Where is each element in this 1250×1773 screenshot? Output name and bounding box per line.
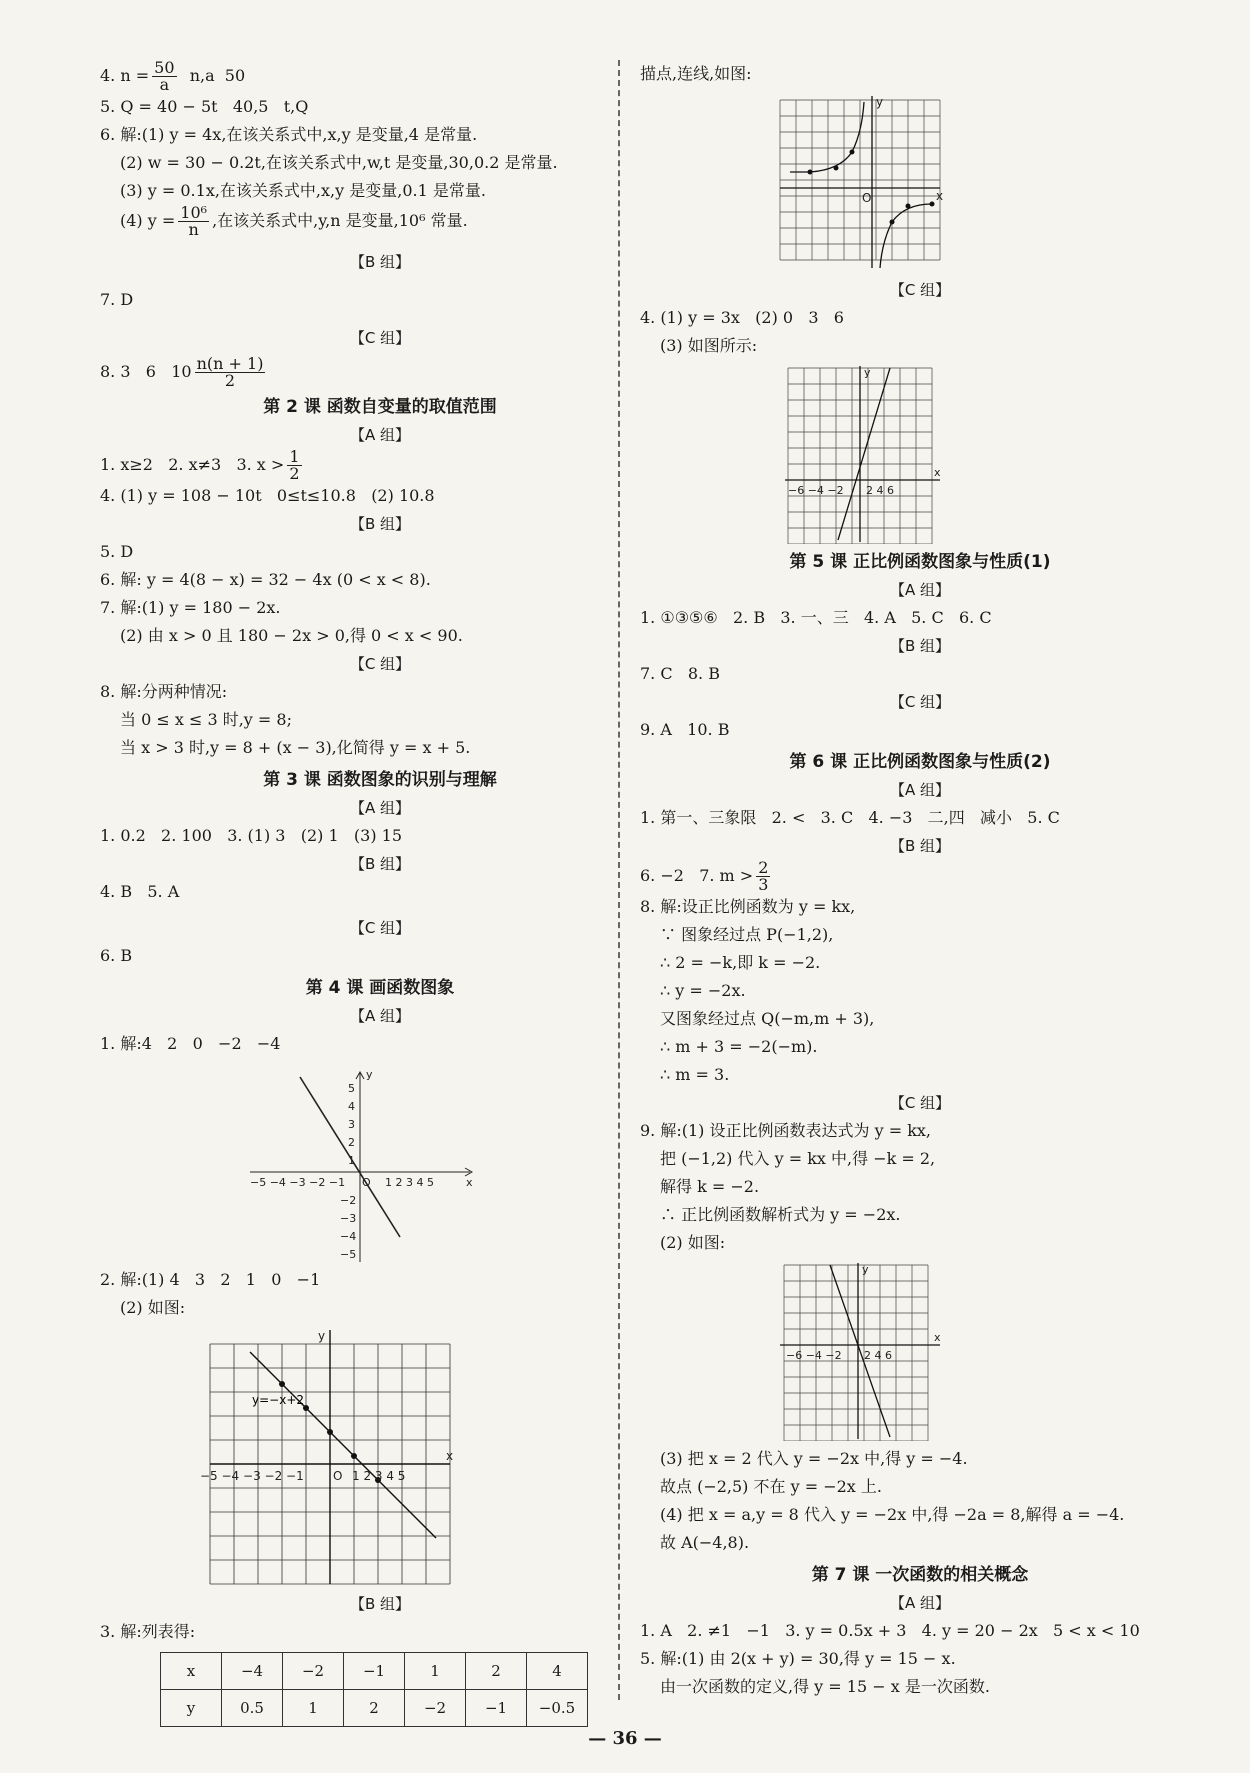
answer-line: 7. D: [100, 290, 134, 309]
group-label: 【A 组】: [889, 1594, 951, 1612]
group-label: 【B 组】: [349, 1595, 411, 1613]
answer-line: ∴ m + 3 = −2(−m).: [660, 1037, 818, 1056]
answer-line: 2. 解:(1) 4 3 2 1 0 −1: [100, 1270, 321, 1289]
answer-line: 1. A 2. ≠1 −1 3. y = 0.5x + 3 4. y = 20 − 2x 5 < x < 10: [640, 1621, 1140, 1640]
svg-text:y: y: [366, 1068, 373, 1081]
answer-line: 1. 第一、三象限 2. < 3. C 4. −3 二,四 减小 5. C: [640, 808, 1060, 827]
group-label: 【C 组】: [889, 281, 951, 299]
answer-line: 6. 解:(1) y = 4x,在该关系式中,x,y 是变量,4 是常量.: [100, 125, 478, 144]
group-label: 【C 组】: [349, 655, 411, 673]
answer-line: 当 0 ≤ x ≤ 3 时,y = 8;: [120, 710, 292, 729]
svg-text:−6 −4 −2: −6 −4 −2: [788, 484, 844, 497]
answer-line: (2) 由 x > 0 且 180 − 2x > 0,得 0 < x < 90.: [120, 626, 463, 645]
svg-text:x: x: [936, 189, 944, 203]
svg-text:−5 −4 −3 −2 −1: −5 −4 −3 −2 −1: [250, 1176, 346, 1189]
group-label: 【B 组】: [889, 837, 951, 855]
answer-line: 5. D: [100, 542, 134, 561]
answer-line: 4. (1) y = 3x (2) 0 3 6: [640, 308, 844, 327]
table-cell: −1: [466, 1690, 527, 1727]
svg-text:2: 2: [348, 1136, 355, 1149]
group-label: 【A 组】: [349, 1007, 411, 1025]
table-header: x: [161, 1653, 222, 1690]
group-label: 【C 组】: [349, 919, 411, 937]
answer-line: (3) 把 x = 2 代入 y = −2x 中,得 y = −4.: [660, 1449, 968, 1468]
group-label: 【C 组】: [889, 693, 951, 711]
svg-text:5: 5: [348, 1082, 355, 1095]
svg-text:O: O: [362, 1176, 371, 1189]
answer-line: (4) 把 x = a,y = 8 代入 y = −2x 中,得 −2a = 8,解得 a = −4.: [660, 1505, 1125, 1524]
svg-text:y: y: [318, 1329, 326, 1343]
answer-line: (2) 如图:: [120, 1298, 186, 1317]
group-label: 【A 组】: [889, 781, 951, 799]
answer-line: 解得 k = −2.: [660, 1177, 760, 1196]
answer-line: 5. Q = 40 − 5t 40,5 t,Q: [100, 97, 309, 116]
answer-line: ∴ m = 3.: [660, 1065, 730, 1084]
answer-line: 8. 3 6 10 $\frac{n(n + 1)}{2}$: [100, 354, 264, 390]
svg-text:−4: −4: [340, 1230, 357, 1243]
group-label: 【C 组】: [349, 329, 411, 347]
answer-line: 4. B 5. A: [100, 882, 180, 901]
lesson-title: 第 5 课 正比例函数图象与性质(1): [789, 552, 1051, 572]
graph-line-1: [100, 1062, 660, 1262]
answer-line: 当 x > 3 时,y = 8 + (x − 3),化简得 y = x + 5.: [120, 738, 471, 757]
answer-line: 8. 解:设正比例函数为 y = kx,: [640, 897, 856, 916]
answer-line: (3) 如图所示:: [660, 336, 758, 355]
svg-text:3: 3: [348, 1118, 355, 1131]
answer-line: ∴ 2 = −k,即 k = −2.: [660, 953, 821, 972]
answer-line: 1. 0.2 2. 100 3. (1) 3 (2) 1 (3) 15: [100, 826, 403, 845]
table-cell: 1: [405, 1653, 466, 1690]
answer-line: 1. 解:4 2 0 −2 −4: [100, 1034, 281, 1053]
fraction: $\frac{n(n + 1)}{2}$: [196, 354, 264, 390]
table-cell: 0.5: [222, 1690, 283, 1727]
svg-text:−5 −4 −3 −2 −1: −5 −4 −3 −2 −1: [200, 1469, 304, 1483]
lesson-title: 第 2 课 函数自变量的取值范围: [263, 397, 497, 417]
page-number: — 36 —: [588, 1728, 662, 1749]
svg-text:x: x: [446, 1449, 454, 1463]
graph-hyperbola: [640, 92, 1200, 272]
svg-text:1 2 3 4 5: 1 2 3 4 5: [352, 1469, 406, 1483]
answer-line: ∵ 图象经过点 P(−1,2),: [660, 925, 834, 944]
table-cell: 2: [466, 1653, 527, 1690]
answer-line: ∴ y = −2x.: [660, 981, 746, 1000]
graph-line-3x: [640, 364, 1200, 544]
answer-line: 9. 解:(1) 设正比例函数表达式为 y = kx,: [640, 1121, 932, 1140]
svg-text:2 4 6: 2 4 6: [866, 484, 894, 497]
answer-line: 1. x≥2 2. x≠3 3. x > $\frac{1}{2}$: [100, 447, 300, 483]
svg-text:2 4 6: 2 4 6: [864, 1349, 892, 1362]
svg-text:y: y: [876, 95, 884, 109]
answer-line: (4) y = $\frac{\text{10⁶}}{n}$ ,在该关系式中,y,n 是变量,10⁶ 常量.: [120, 203, 468, 239]
group-label: 【A 组】: [349, 799, 411, 817]
answer-line: 4. (1) y = 108 − 10t 0≤t≤10.8 (2) 10.8: [100, 486, 435, 505]
fraction: $\frac{1}{2}$: [289, 447, 300, 483]
svg-text:−3: −3: [340, 1212, 357, 1225]
svg-text:1 2 3 4 5: 1 2 3 4 5: [385, 1176, 434, 1189]
answer-line: 6. B: [100, 946, 133, 965]
answer-line: 5. 解:(1) 由 2(x + y) = 30,得 y = 15 − x.: [640, 1649, 956, 1668]
table-cell: −2: [405, 1690, 466, 1727]
group-label: 【A 组】: [889, 581, 951, 599]
lesson-title: 第 3 课 函数图象的识别与理解: [263, 770, 497, 790]
answer-line: 9. A 10. B: [640, 720, 730, 739]
fraction: $\frac{\text{10⁶}}{n}$: [180, 203, 208, 239]
svg-text:x: x: [934, 466, 941, 479]
answer-line: 1. ①③⑤⑥ 2. B 3. 一、三 4. A 5. C 6. C: [640, 608, 992, 627]
svg-text:y: y: [864, 366, 871, 379]
answer-line: 故点 (−2,5) 不在 y = −2x 上.: [660, 1477, 882, 1496]
answer-line: 7. 解:(1) y = 180 − 2x.: [100, 598, 281, 617]
graph-label: y=−x+2: [252, 1393, 305, 1407]
right-column: [640, 60, 1200, 1701]
graph-line-neg2x: [640, 1261, 1200, 1441]
answer-line: 8. 解:分两种情况:: [100, 682, 228, 701]
fraction: $\frac{50}{a}$: [154, 58, 175, 94]
svg-text:−5: −5: [340, 1248, 357, 1261]
lesson-title: 第 6 课 正比例函数图象与性质(2): [789, 752, 1051, 772]
svg-text:−6 −4 −2: −6 −4 −2: [786, 1349, 842, 1362]
left-column: [100, 60, 660, 1727]
svg-text:y: y: [862, 1263, 869, 1276]
answer-line: 描点,连线,如图:: [640, 64, 752, 83]
answer-line: 7. C 8. B: [640, 664, 720, 683]
answer-line: 6. 解: y = 4(8 − x) = 32 − 4x (0 < x < 8).: [100, 570, 431, 589]
answer-line: 故 A(−4,8).: [660, 1533, 750, 1552]
answer-line: 由一次函数的定义,得 y = 15 − x 是一次函数.: [660, 1677, 990, 1696]
answer-line: (2) w = 30 − 0.2t,在该关系式中,w,t 是变量,30,0.2 是常量.: [120, 153, 558, 172]
group-label: 【B 组】: [349, 515, 411, 533]
table-cell: 2: [344, 1690, 405, 1727]
svg-text:O: O: [862, 191, 872, 205]
svg-text:O: O: [333, 1469, 343, 1483]
svg-text:4: 4: [348, 1100, 355, 1113]
table-cell: −2: [283, 1653, 344, 1690]
table-cell: −1: [344, 1653, 405, 1690]
table-cell: 1: [283, 1690, 344, 1727]
graph-line-2: [100, 1326, 660, 1586]
group-label: 【C 组】: [889, 1094, 951, 1112]
lesson-title: 第 7 课 一次函数的相关概念: [811, 1565, 1029, 1585]
table-cell: 4: [527, 1653, 588, 1690]
fraction: $\frac{2}{3}$: [758, 858, 769, 894]
svg-text:x: x: [934, 1331, 941, 1344]
group-label: 【B 组】: [349, 855, 411, 873]
svg-text:x: x: [466, 1176, 473, 1189]
answer-line: (3) y = 0.1x,在该关系式中,x,y 是变量,0.1 是常量.: [120, 181, 486, 200]
group-label: 【A 组】: [349, 426, 411, 444]
svg-text:−2: −2: [340, 1194, 357, 1207]
table-header: y: [161, 1690, 222, 1727]
answer-line: 6. −2 7. m > $\frac{2}{3}$: [640, 858, 769, 894]
table-row: [161, 1690, 588, 1727]
table-cell: −0.5: [527, 1690, 588, 1727]
group-label: 【B 组】: [349, 253, 411, 271]
table-row: [161, 1653, 588, 1690]
answer-line: (2) 如图:: [660, 1233, 726, 1252]
answer-line: 把 (−1,2) 代入 y = kx 中,得 −k = 2,: [660, 1149, 936, 1168]
answer-line: ∴ 正比例函数解析式为 y = −2x.: [660, 1205, 901, 1224]
group-label: 【B 组】: [889, 637, 951, 655]
value-table: [160, 1652, 588, 1727]
table-cell: −4: [222, 1653, 283, 1690]
answer-line: 又图象经过点 Q(−m,m + 3),: [660, 1009, 875, 1028]
answer-line: 4. n = $\frac{50}{a}$ n,a 50: [100, 58, 246, 94]
lesson-title: 第 4 课 画函数图象: [305, 978, 455, 998]
answer-line: 3. 解:列表得:: [100, 1622, 196, 1641]
svg-text:1: 1: [348, 1154, 355, 1167]
